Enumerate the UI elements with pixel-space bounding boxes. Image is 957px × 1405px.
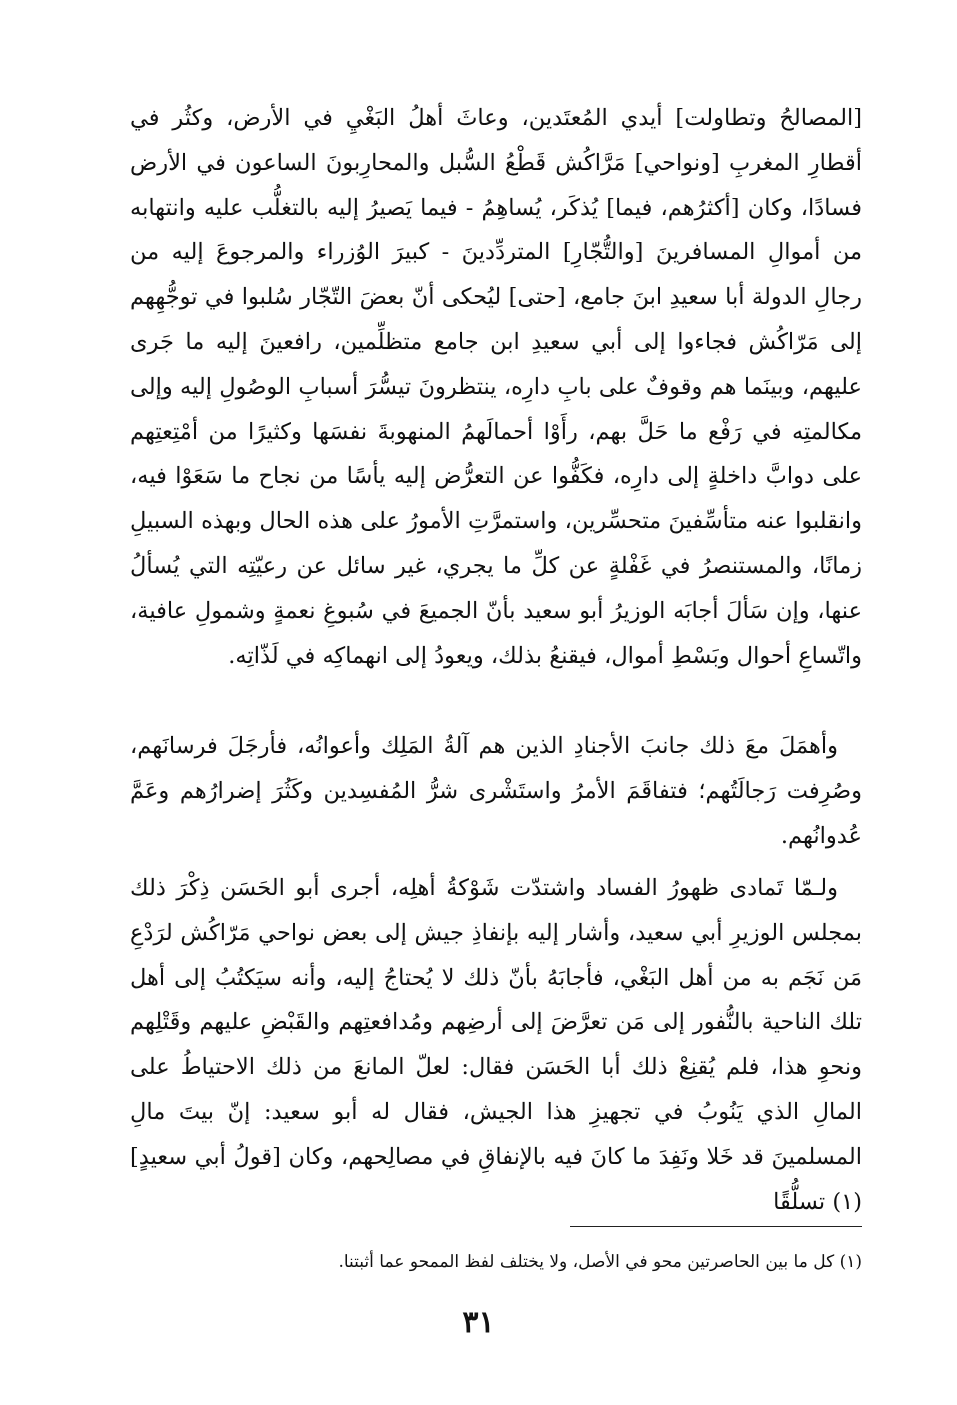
paragraph-3: ولـمّا تَمادى ظهورُ الفساد واشتدّت شَوْكةُ أهلِه، أجرى أبو الحَسَن ذِكْرَ ذلك بمجلس الوزيرِ أبي سعيد، وأشار إليه بإنفاذِ جيش إلى بعض نواحي مَرّاكُش لرَدْعِ مَن نَجَم به من أهل البَغْي، فأجابَهُ بأنّ ذلك لا يُحتاجُ إليه، وأنه سيَكتُبُ إلى أهل تلك الناحية بالنُّفور إلى مَن تعرَّضَ إلى أرضِهم ومُدافعتِهم والقَبْضِ عليهم وقَتْلِهم ونحوِ هذا، فلم يُقنِعْ ذلك أبا الحَسَن فقال: لعلّ المانعَ من ذلك الاحتياطُ على المالِ الذي يَنُوبُ في تجهيزِ هذا الجيش، فقال له أبو سعيد: إنّ بيتَ مالِ المسلمينَ قد خَلا ونَفِدَ ما كانَ فيه بالإنفاقِ في مصالِحهم، وكان [قولُ أبي سعيدٍ](١) تسلُّقًا	[130, 875, 862, 1215]
main-text-block	[130, 96, 862, 678]
main-text-block-2	[130, 724, 862, 858]
main-text-block-3	[130, 866, 862, 1224]
paragraph-1: [المصالحُ وتطاولت] أيدي المُعتَدين، وعاثَ أهلُ البَغْيِ في الأرض، وكثُر في أقطارِ المغربِ [ونواحي] مَرَّاكُش قَطْعُ السُّبل والمحارِبونَ الساعون في الأرض فسادًا، وكان [أكثرُهم، فيما] يُذكَر، يُساهِمُ - فيما يَصيرُ إليه بالتغلُّب عليه وانتهابه من أموالِ المسافرينَ [والتُّجّارِ] المتردِّدينَ - كبيرَ الوُزراء والمرجوعَ إليه من رجالِ الدولة أبا سعيدِ ابنَ جامع، [حتى] ليُحكى أنّ بعضَ التّجّار سُلبوا في توجُّهِهم إلى مَرّاكُش فجاءوا إلى أبي سعيدِ ابن جامع متظلِّمين، رافعينَ إليه ما جَرى عليهم، وبينَما هم وقوفٌ على بابِ دارِه، ينتظرونَ تيسُّرَ أسبابِ الوصُولِ إليه وإلى مكالمتِه في رَفْع ما حَلَّ بهم، رأَوْا أحمالَهمُ المنهوبةَ نفسَها وكثيرًا من أمْتِعتِهم على دوابَّ داخلةٍ إلى دارِه، فكَفُّوا عن التعرُّض إليه يأسًا من نجاح ما سَعَوْا فيه، وانقلبوا عنه متأسِّفينَ متحسِّرين، واستمرَّتِ الأمورُ على هذه الحال وبهذه السبيلِ زمانًا، والمستنصرُ في غَفْلةٍ عن كلِّ ما يجري، غير سائل عن رعيّتِه التي يُسألُ عنها، وإن سَألَ أجابَه الوزيرُ أبو سعيد بأنّ الجميعَ في سُبوغِ نعمةٍ وشمولِ عافية، واتّساعِ أحوال وبَسْطِ أموال، فيقنعُ بذلك، ويعودُ إلى انهماكِه في لَذّاتِه.	[130, 105, 862, 669]
paragraph-2: وأهمَلَ معَ ذلك جانبَ الأجنادِ الذين هم آلةُ المَلِك وأعوانُه، فأرجَلَ فرسانَهم، وصُرِفت رَجالَتُهم؛ فتفاقَمَ الأمرُ واستَشْرى شرُّ المُفسِدين وكَثُرَ إضرارُهم وعَمَّ عُدوانُهم.	[130, 733, 862, 849]
page-number: ٣١	[462, 1305, 495, 1340]
footnote-divider	[570, 1226, 862, 1227]
footnote: (١) كل ما بين الحاصرتين محو في الأصل، ولا يختلف لفظ الممحو عما أثبتنا.	[338, 1252, 862, 1272]
